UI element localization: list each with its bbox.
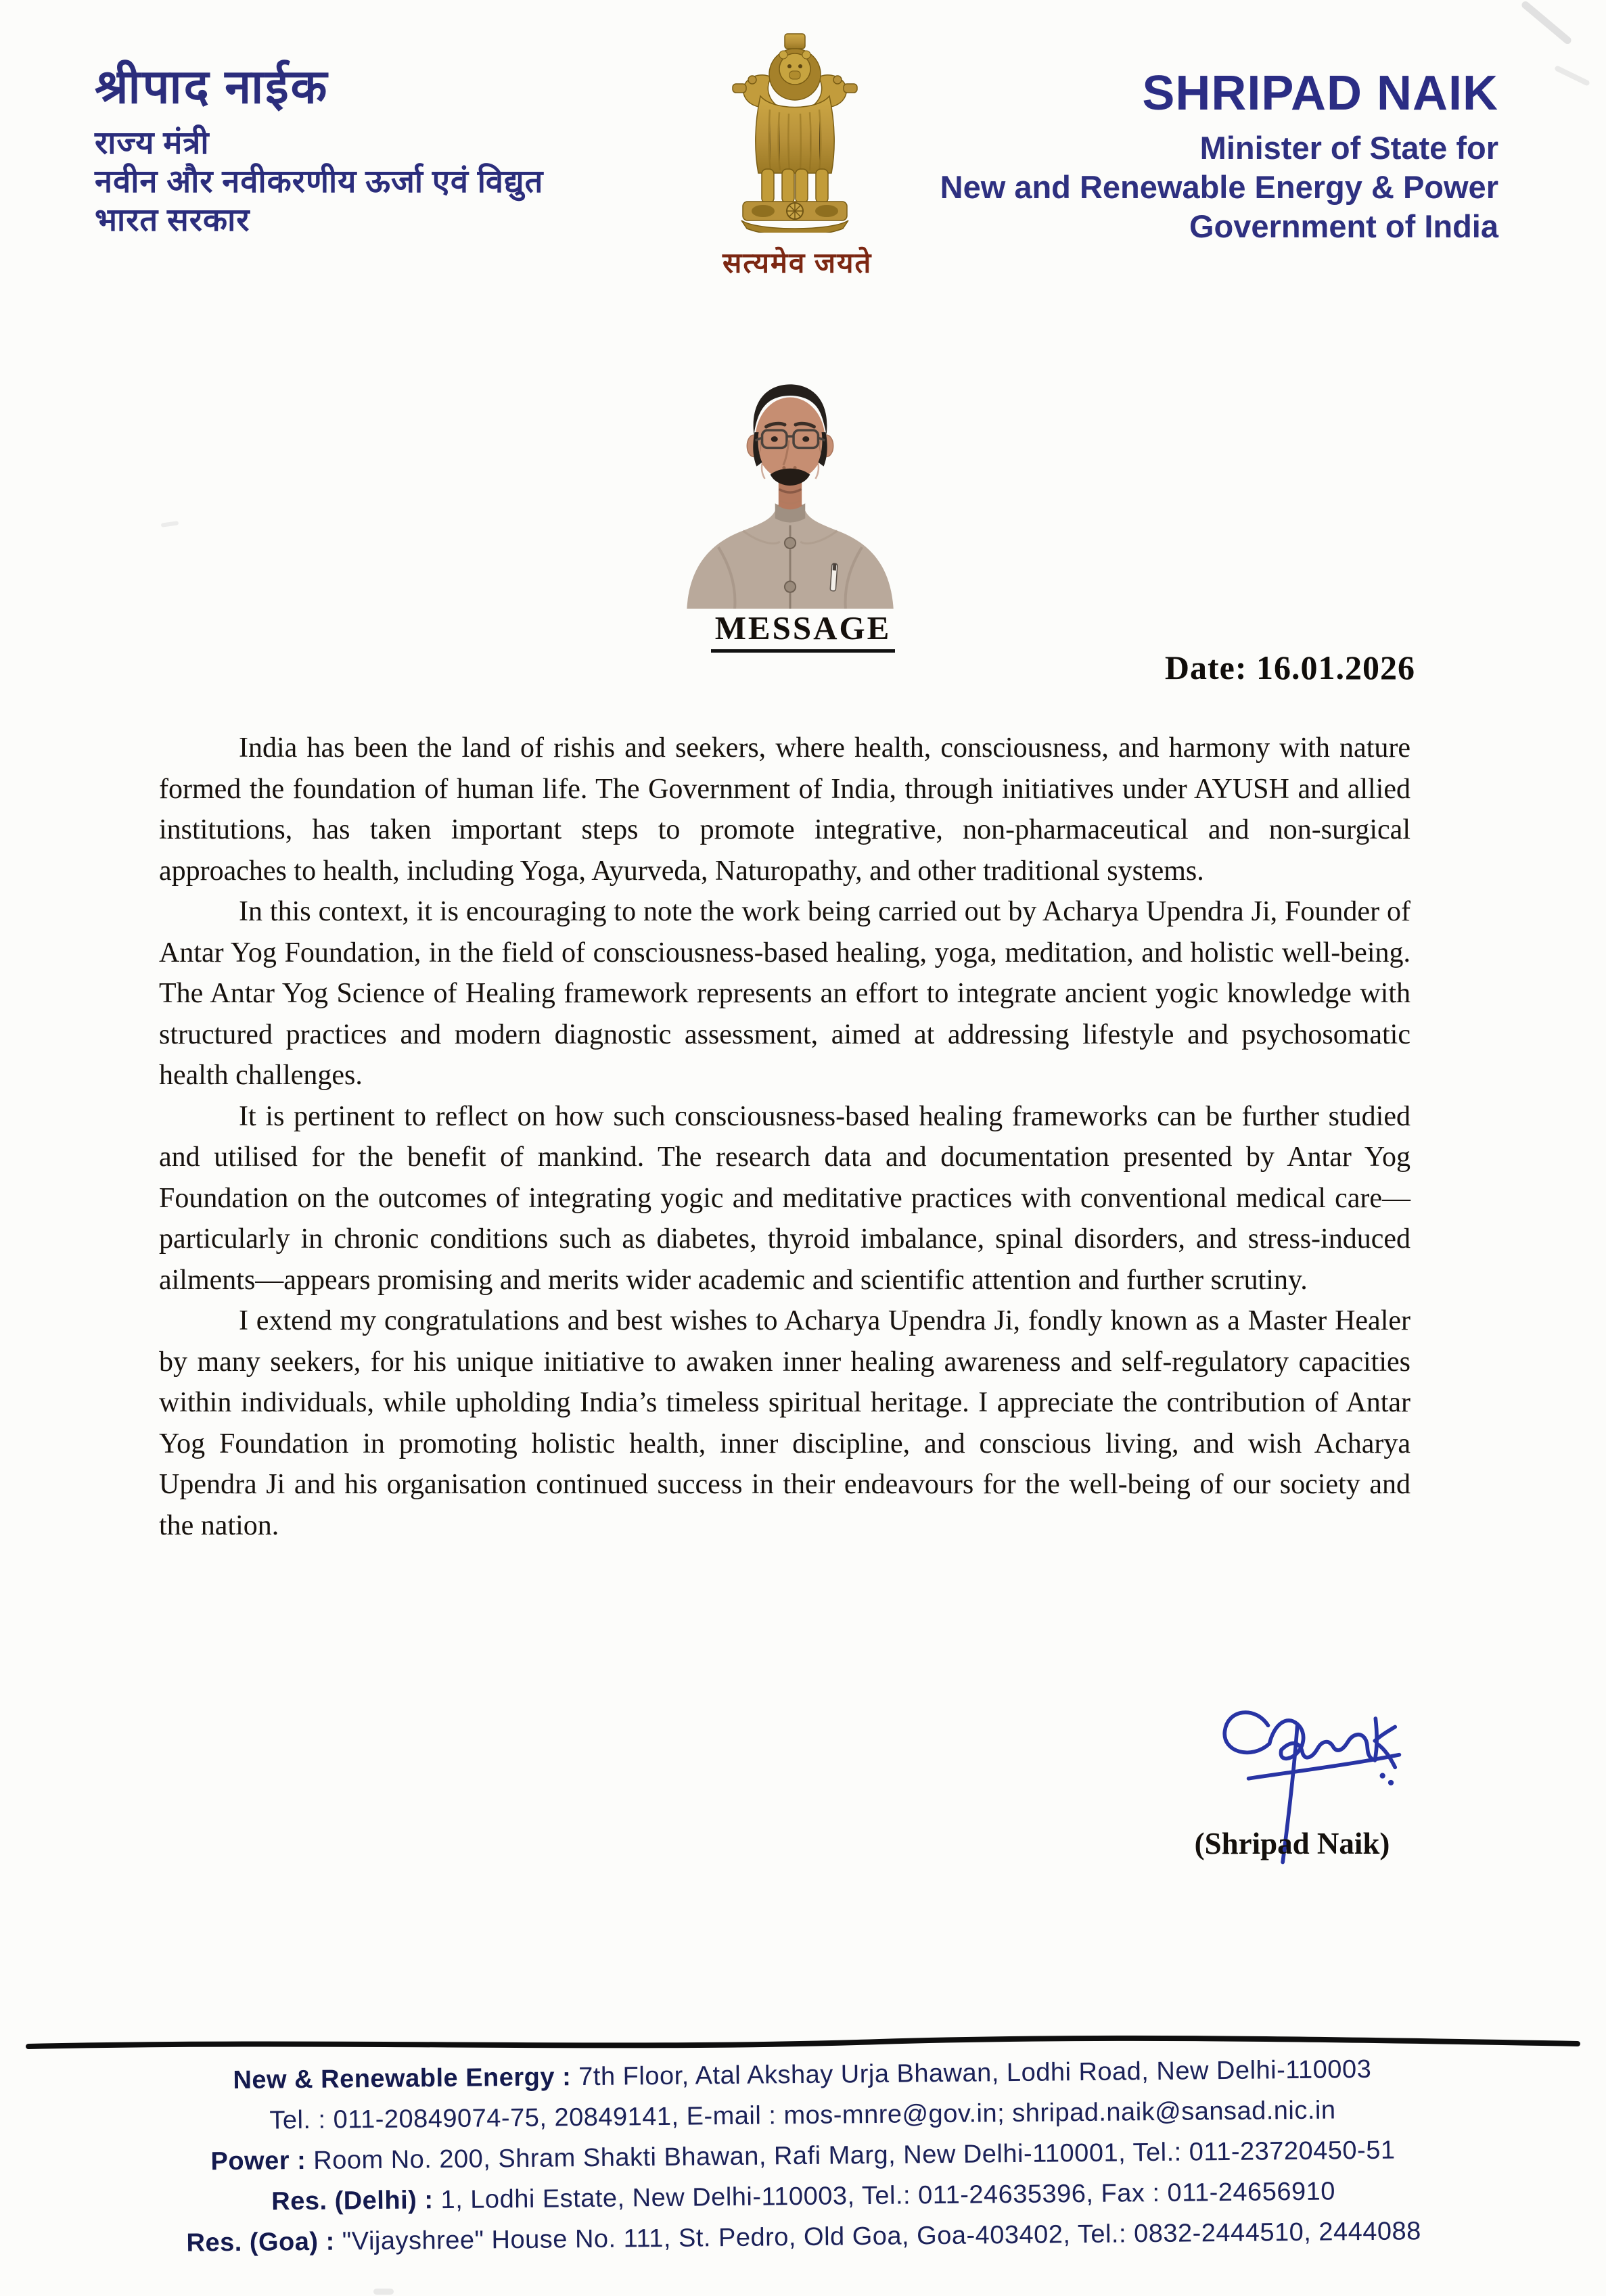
paragraph-3: It is pertinent to reflect on how such consciousness-based healing frameworks can be further studied and utilised for the benefit of mankind. The research data and documentation presented by Antar Yog Foundation on the outcomes of integrating yogic and meditative practices with conventional medical care—particularly in chronic conditions such as diabetes, thyroid imbalance, spinal disorders, and stress-induced ailments—appears promising and merits wider academic and scientific attention and further scrutiny.: [159, 1100, 1410, 1296]
letter-body: [159, 728, 1410, 1546]
footer-line-res-goa: Res. (Goa) : "Vijayshree" House No. 111, St. Pedro, Old Goa, Goa-403402, Tel.: 0832-2444510, 2444088: [186, 2217, 1421, 2257]
scan-smudge: [1554, 65, 1590, 87]
footer-line-power-office: Power : Room No. 200, Shram Shakti Bhawan, Rafi Marg, New Delhi-110001, Tel.: 011-23720450-51: [210, 2136, 1396, 2176]
scan-smudge: [373, 2289, 394, 2295]
minister-photo: [676, 364, 904, 609]
message-heading: MESSAGE: [711, 609, 896, 653]
minister-name-english: SHRIPAD NAIK: [1142, 66, 1498, 120]
satyameva-jayate-motto: सत्यमेव जयते: [722, 248, 873, 279]
minister-name-hindi: श्रीपाद नाईक: [95, 62, 329, 114]
paragraph-1: India has been the land of rishis and seekers, where health, consciousness, and harmony with nature formed the foundation of human life. The Government of India, through initiatives under AYUSH and allied institutions, has taken important steps to promote integrative, non-pharmaceutical and non-surgical approaches to health, including Yoga, Ayurveda, Naturopathy, and other traditional systems.: [159, 732, 1410, 887]
national-emblem: [722, 30, 873, 281]
minister-title-line3: Government of India: [1189, 208, 1498, 244]
minister-title-hindi: राज्य मंत्री: [95, 126, 210, 161]
footer-contact-block: [0, 2047, 1606, 2266]
scan-smudge: [161, 521, 179, 528]
message-heading-row: [0, 609, 1606, 647]
paragraph-4: I extend my congratulations and best wishes to Acharya Upendra Ji, fondly known as a Master Healer by many seekers, for his unique initiative to awaken inner healing awareness and self-regulatory capacities within individuals, while upholding India’s timeless spiritual heritage. I appreciate the contribution of Antar Yog Foundation in promoting holistic health, inner discipline, and conscious living, and wish Acharya Upendra Ji and his organisation continued success in their endeavours for the well-being of our society and the nation.: [159, 1305, 1410, 1541]
date-line: Date: 16.01.2026: [1164, 649, 1415, 686]
letterhead-english: [940, 68, 1498, 246]
footer-line-res-delhi: Res. (Delhi) : 1, Lodhi Estate, New Delhi-110003, Tel.: 011-24635396, Fax : 011-24656910: [271, 2177, 1336, 2216]
footer-line-office: New & Renewable Energy : 7th Floor, Atal Akshay Urja Bhawan, Lodhi Road, New Delhi-110003: [233, 2055, 1372, 2095]
ashoka-lion-capital-icon: [724, 30, 866, 233]
minister-title-line1: Minister of State for: [1199, 130, 1498, 166]
government-hindi: भारत सरकार: [95, 203, 250, 238]
scan-smudge: [1520, 0, 1573, 45]
letterhead-hindi: [95, 60, 543, 240]
footer-line-contact: Tel. : 011-20849074-75, 20849141, E-mail : mos-mnre@gov.in; shripad.naik@sansad.nic.in: [269, 2096, 1336, 2135]
minister-title-line2: New and Renewable Energy & Power: [940, 169, 1498, 205]
paragraph-2: In this context, it is encouraging to note the work being carried out by Acharya Upendra Ji, Founder of Antar Yog Foundation, in the field of consciousness-based healing, yoga, meditation, and holistic well-being. The Antar Yog Science of Healing framework represents an effort to integrate ancient yogic knowledge with structured practices and modern diagnostic assessment, aimed at addressing lifestyle and psychosomatic health challenges.: [159, 896, 1410, 1091]
ministry-name-hindi: नवीन और नवीकरणीय ऊर्जा एवं विद्युत: [95, 164, 544, 200]
signatory-name: (Shripad Naik): [1194, 1827, 1390, 1860]
